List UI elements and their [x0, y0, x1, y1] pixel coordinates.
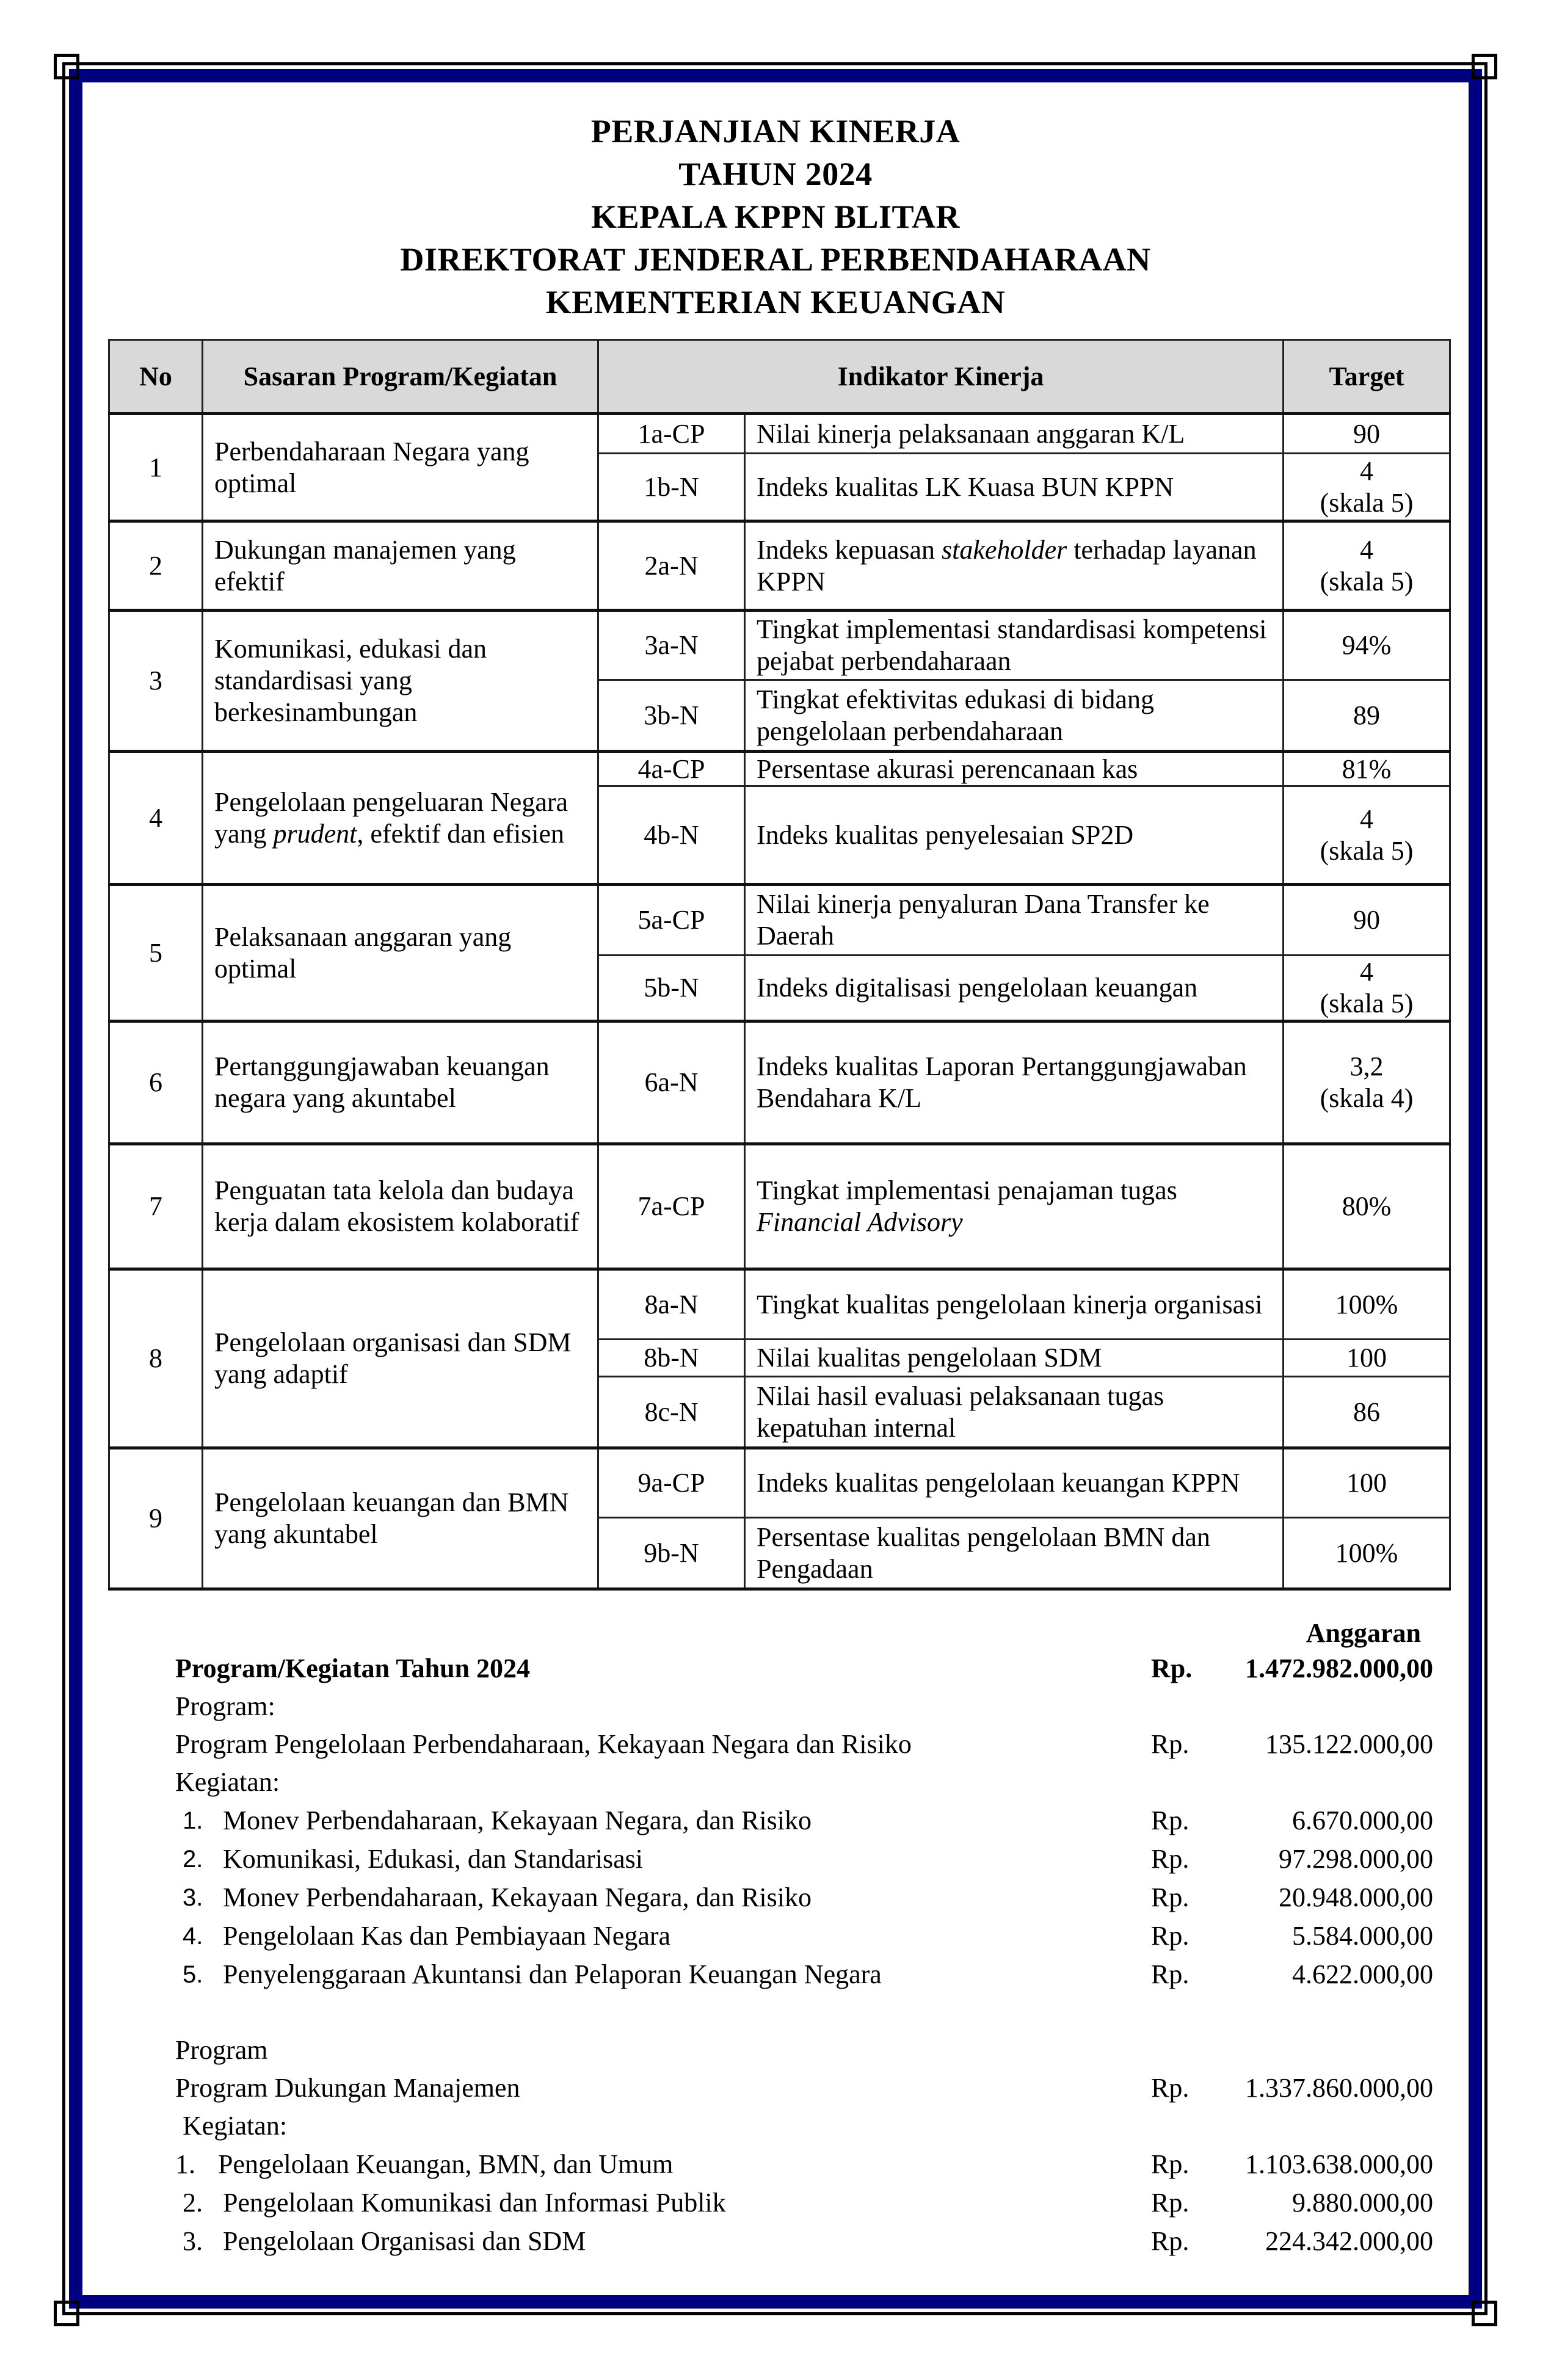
indicator-code: 9b-N — [598, 1518, 745, 1589]
indicator-code: 3b-N — [598, 680, 745, 752]
text-part: Indeks kepuasan — [757, 534, 942, 565]
program-amount: 1.337.860.000,00 — [1245, 2073, 1433, 2103]
indicator-text: Tingkat kualitas pengelolaan kinerja organisasi — [745, 1269, 1284, 1340]
budget-total-row — [175, 1650, 1433, 1687]
indicator-target: 94% — [1284, 611, 1450, 680]
kegiatan-number: 4. — [183, 1923, 203, 1950]
kegiatan-name: Pengelolaan Keuangan, BMN, dan Umum — [218, 2149, 674, 2179]
kegiatan-number: 1. — [175, 2149, 195, 2179]
indicator-text: Persentase akurasi perencanaan kas — [745, 752, 1284, 786]
row-no: 1 — [109, 414, 203, 521]
table-row — [109, 1448, 1450, 1518]
target-scale-note: (skala 5) — [1320, 566, 1414, 597]
target-scale-note: (skala 5) — [1320, 835, 1414, 866]
currency-label: Rp. — [1151, 2149, 1190, 2179]
indicator-code: 1b-N — [598, 454, 745, 521]
indicator-text: Tingkat implementasi standardisasi kompetensi pejabat perbendaharaan — [745, 611, 1284, 680]
indicator-text: Nilai kinerja penyaluran Dana Transfer ke Daerah — [745, 885, 1284, 956]
program-label: Program — [175, 2035, 268, 2065]
kegiatan-amount: 6.670.000,00 — [1292, 1805, 1433, 1835]
indicator-target: 81% — [1284, 752, 1450, 786]
currency-label: Rp. — [1151, 1882, 1190, 1912]
indicator-text: Indeks digitalisasi pengelolaan keuangan — [745, 956, 1284, 1021]
title-line-3: KEPALA KPPN BLITAR — [590, 198, 961, 235]
indicator-text — [745, 1144, 1284, 1269]
text-italic-term: Financial Advisory — [757, 1207, 963, 1237]
kegiatan-name: Pengelolaan Komunikasi dan Informasi Publik — [223, 2188, 726, 2218]
kegiatan-label-row — [175, 1764, 1433, 1801]
kegiatan-row — [175, 1956, 1433, 1993]
target-scale-note: (skala 5) — [1320, 989, 1414, 1018]
kegiatan-number: 3. — [183, 1884, 203, 1911]
row-sasaran: Penguatan tata kelola dan budaya kerja dalam ekosistem kolaboratif — [203, 1144, 598, 1269]
border-corner-ornament — [1472, 2301, 1497, 2326]
row-sasaran: Pelaksanaan anggaran yang optimal — [203, 885, 598, 1021]
row-no: 4 — [109, 752, 203, 885]
text-part: Tingkat implementasi penajaman tugas — [757, 1175, 1177, 1205]
table-header-row — [109, 340, 1450, 414]
kegiatan-number: 1. — [183, 1807, 203, 1834]
kegiatan-label: Kegiatan: — [175, 1767, 280, 1797]
indicator-target: 90 — [1284, 414, 1450, 454]
table-row — [109, 885, 1450, 956]
indicator-target: 100 — [1284, 1448, 1450, 1518]
kegiatan-name: Monev Perbendaharaan, Kekayaan Negara, dan Risiko — [223, 1805, 812, 1835]
currency-label: Rp. — [1151, 2188, 1190, 2218]
currency-label: Rp. — [1151, 1653, 1193, 1683]
kegiatan-amount: 97.298.000,00 — [1279, 1844, 1433, 1874]
currency-label: Rp. — [1151, 1921, 1190, 1951]
kegiatan-label: Kegiatan: — [183, 2111, 288, 2141]
indicator-code: 4a-CP — [598, 752, 745, 786]
kegiatan-name: Penyelenggaraan Akuntansi dan Pelaporan Keuangan Negara — [223, 1959, 882, 1989]
currency-label: Rp. — [1151, 1729, 1190, 1759]
kegiatan-row — [175, 1918, 1433, 1954]
indicator-code: 8c-N — [598, 1377, 745, 1448]
program-label-row — [175, 2032, 1433, 2069]
title-line-2: TAHUN 2024 — [678, 156, 873, 192]
kegiatan-name: Komunikasi, Edukasi, dan Standarisasi — [223, 1844, 644, 1874]
row-no: 6 — [109, 1021, 203, 1144]
kegiatan-row — [175, 2223, 1433, 2260]
kegiatan-amount: 9.880.000,00 — [1292, 2188, 1433, 2218]
target-value: 4 — [1360, 534, 1373, 565]
indicator-code: 9a-CP — [598, 1448, 745, 1518]
kegiatan-row — [175, 1841, 1433, 1878]
kegiatan-amount: 20.948.000,00 — [1279, 1882, 1433, 1912]
program-label: Program: — [175, 1691, 275, 1721]
target-value: 3,2 — [1349, 1051, 1384, 1081]
indicator-target: 90 — [1284, 885, 1450, 956]
kegiatan-name: Pengelolaan Kas dan Pembiayaan Negara — [223, 1921, 671, 1951]
indicator-target — [1284, 454, 1450, 521]
anggaran-header: Anggaran — [1306, 1618, 1421, 1648]
indicator-text: Indeks kualitas penyelesaian SP2D — [745, 786, 1284, 885]
kegiatan-name: Pengelolaan Organisasi dan SDM — [223, 2226, 586, 2256]
performance-agreement-table — [108, 339, 1451, 1591]
table-row — [109, 1144, 1450, 1269]
row-no: 5 — [109, 885, 203, 1021]
indicator-target: 89 — [1284, 680, 1450, 752]
header-sasaran: Sasaran Program/Kegiatan — [203, 340, 598, 414]
kegiatan-amount: 5.584.000,00 — [1292, 1921, 1433, 1951]
kegiatan-number: 2. — [183, 1846, 203, 1873]
program-label-row — [175, 1688, 1433, 1725]
indicator-text: Nilai kinerja pelaksanaan anggaran K/L — [745, 414, 1284, 454]
text-part: Pengelolaan pengeluaran Negara yang — [214, 786, 568, 849]
total-label: Program/Kegiatan Tahun 2024 — [175, 1653, 531, 1683]
currency-label: Rp. — [1151, 1959, 1190, 1989]
indicator-target: 100 — [1284, 1340, 1450, 1377]
kegiatan-amount: 4.622.000,00 — [1292, 1959, 1433, 1989]
indicator-text: Persentase kualitas pengelolaan BMN dan Pengadaan — [745, 1518, 1284, 1589]
row-no: 8 — [109, 1269, 203, 1448]
indicator-code: 6a-N — [598, 1021, 745, 1144]
kegiatan-row — [175, 2185, 1433, 2221]
indicator-code: 8a-N — [598, 1269, 745, 1340]
indicator-text: Tingkat efektivitas edukasi di bidang pengelolaan perbendaharaan — [745, 680, 1284, 752]
kegiatan-name: Monev Perbendaharaan, Kekayaan Negara, dan Risiko — [223, 1882, 812, 1912]
row-sasaran: Komunikasi, edukasi dan standardisasi yang berkesinambungan — [203, 611, 598, 752]
row-sasaran: Perbendaharaan Negara yang optimal — [203, 414, 598, 521]
title-line-5: KEMENTERIAN KEUANGAN — [545, 284, 1006, 321]
kegiatan-row — [175, 2146, 1433, 2183]
header-no: No — [109, 340, 203, 414]
text-part: , efektif dan efisien — [357, 818, 565, 849]
row-sasaran: Pengelolaan organisasi dan SDM yang adaptif — [203, 1269, 598, 1448]
kegiatan-amount: 1.103.638.000,00 — [1245, 2149, 1433, 2179]
indicator-target — [1284, 956, 1450, 1021]
program-row — [175, 1726, 1433, 1763]
text-italic-term: prudent — [273, 818, 357, 849]
header-target: Target — [1284, 340, 1450, 414]
text-part: terhadap layanan KPPN — [757, 534, 1257, 597]
indicator-target: 100% — [1284, 1518, 1450, 1589]
indicator-code: 4b-N — [598, 786, 745, 885]
program-name: Program Pengelolaan Perbendaharaan, Kekayaan Negara dan Risiko — [175, 1729, 912, 1759]
total-amount: 1.472.982.000,00 — [1245, 1653, 1433, 1683]
row-sasaran: Pengelolaan keuangan dan BMN yang akuntabel — [203, 1448, 598, 1589]
indicator-code: 5b-N — [598, 956, 745, 1021]
row-no: 2 — [109, 521, 203, 611]
table-row — [109, 521, 1450, 611]
currency-label: Rp. — [1151, 1805, 1190, 1835]
indicator-code: 1a-CP — [598, 414, 745, 454]
table-row — [109, 752, 1450, 786]
kegiatan-row — [175, 1879, 1433, 1916]
kegiatan-number: 2. — [183, 2188, 203, 2218]
border-corner-ornament — [1472, 54, 1497, 79]
table-row — [109, 414, 1450, 454]
program-row — [175, 2070, 1433, 2106]
border-corner-ornament — [54, 2301, 79, 2326]
currency-label: Rp. — [1151, 1844, 1190, 1874]
table-row — [109, 611, 1450, 680]
indicator-text — [745, 521, 1284, 611]
indicator-text: Nilai kualitas pengelolaan SDM — [745, 1340, 1284, 1377]
indicator-text: Indeks kualitas Laporan Pertanggungjawaban Bendahara K/L — [745, 1021, 1284, 1144]
indicator-code: 7a-CP — [598, 1144, 745, 1269]
table-row — [109, 1269, 1450, 1340]
kegiatan-amount: 224.342.000,00 — [1265, 2226, 1433, 2256]
title-line-1: PERJANJIAN KINERJA — [590, 113, 961, 150]
target-value: 4 — [1360, 455, 1373, 486]
title-line-4: DIREKTORAT JENDERAL PERBENDAHARAAN — [400, 241, 1151, 278]
indicator-target — [1284, 1021, 1450, 1144]
program-amount: 135.122.000,00 — [1265, 1729, 1433, 1759]
indicator-target: 100% — [1284, 1269, 1450, 1340]
row-sasaran: Pertanggungjawaban keuangan negara yang akuntabel — [203, 1021, 598, 1144]
indicator-code: 8b-N — [598, 1340, 745, 1377]
currency-label: Rp. — [1151, 2226, 1190, 2256]
indicator-target — [1284, 521, 1450, 611]
kegiatan-number: 3. — [183, 2226, 203, 2256]
program-name: Program Dukungan Manajemen — [175, 2073, 520, 2103]
target-value: 4 — [1360, 804, 1373, 834]
border-corner-ornament — [54, 54, 79, 79]
indicator-code: 2a-N — [598, 521, 745, 611]
row-no: 3 — [109, 611, 203, 752]
kegiatan-row — [175, 1802, 1433, 1839]
text-italic-term: stakeholder — [942, 534, 1067, 565]
indicator-target: 86 — [1284, 1377, 1450, 1448]
table-row — [109, 1021, 1450, 1144]
document-title — [0, 110, 1551, 324]
budget-header-row — [175, 1615, 1433, 1652]
indicator-text: Nilai hasil evaluasi pelaksanaan tugas kepatuhan internal — [745, 1377, 1284, 1448]
header-indikator: Indikator Kinerja — [598, 340, 1284, 414]
kegiatan-label-row — [175, 2108, 1433, 2144]
row-sasaran — [203, 752, 598, 885]
indicator-code: 5a-CP — [598, 885, 745, 956]
kegiatan-number: 5. — [183, 1961, 203, 1988]
target-value: 4 — [1360, 957, 1373, 987]
target-scale-note: (skala 5) — [1320, 487, 1414, 518]
row-no: 9 — [109, 1448, 203, 1589]
indicator-target — [1284, 786, 1450, 885]
indicator-text: Indeks kualitas pengelolaan keuangan KPPN — [745, 1448, 1284, 1518]
currency-label: Rp. — [1151, 2073, 1190, 2103]
indicator-code: 3a-N — [598, 611, 745, 680]
target-scale-note: (skala 4) — [1320, 1083, 1414, 1113]
indicator-text: Indeks kualitas LK Kuasa BUN KPPN — [745, 454, 1284, 521]
row-sasaran: Dukungan manajemen yang efektif — [203, 521, 598, 611]
indicator-target: 80% — [1284, 1144, 1450, 1269]
row-no: 7 — [109, 1144, 203, 1269]
